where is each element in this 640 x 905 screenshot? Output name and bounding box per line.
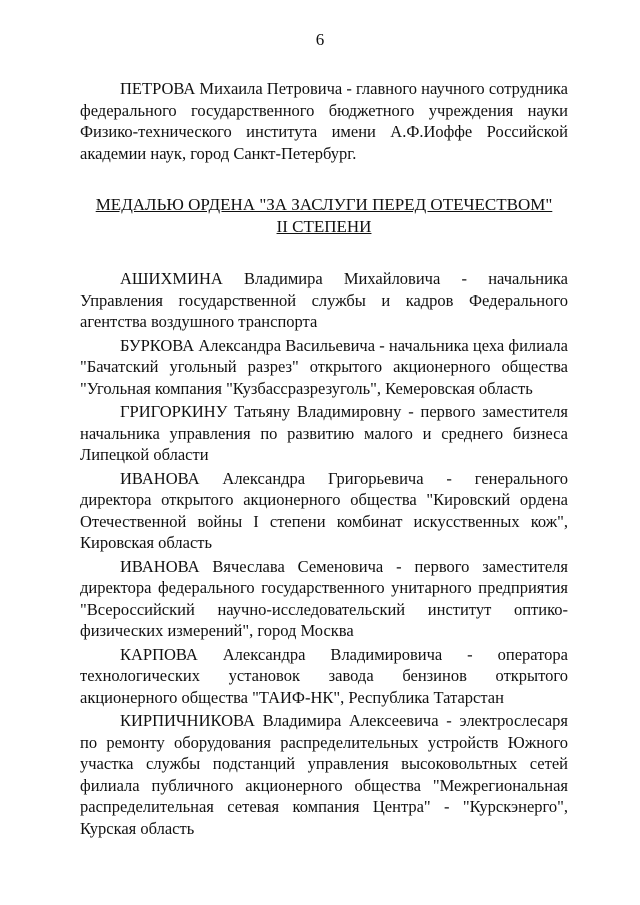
award-entry: КИРПИЧНИКОВА Владимира Алексеевича - электрослесаря по ремонту оборудования распределительных устройств Южного участка службы подстанций управления высоковольтных сетей филиала публичного акционерного общества "Межрегиональная распределительная сетевая компания Центра" - "Курскэнерго", Курская область xyxy=(80,711,568,838)
award-entry: ИВАНОВА Вячеслава Семеновича - первого заместителя директора федерального государственного унитарного предприятия "Всероссийский научно-исследовательский институт оптико-физических измерений", город Москва xyxy=(80,556,568,640)
section-heading-line-2: II СТЕПЕНИ xyxy=(276,217,372,236)
section-heading xyxy=(80,194,568,238)
award-entries-list xyxy=(80,268,568,839)
section-heading-line-1: МЕДАЛЬЮ ОРДЕНА "ЗА ЗАСЛУГИ ПЕРЕД ОТЕЧЕСТВОМ" xyxy=(95,195,553,214)
document-body xyxy=(80,78,568,841)
award-entry: АШИХМИНА Владимира Михайловича - начальника Управления государственной службы и кадров Федерального агентства воздушного транспорта xyxy=(80,269,568,331)
award-entry: ИВАНОВА Александра Григорьевича - генерального директора открытого акционерного общества "Кировский ордена Отечественной войны I степени комбинат искусственных кож", Кировская область xyxy=(80,468,568,552)
award-entry: ГРИГОРКИНУ Татьяну Владимировну - первого заместителя начальника управления по развитию малого и среднего бизнеса Липецкой области xyxy=(80,402,568,464)
award-entry: КАРПОВА Александра Владимировича - оператора технологических установок завода бензинов открытого акционерного общества "ТАИФ-НК", Республика Татарстан xyxy=(80,644,568,707)
page-number: 6 xyxy=(315,30,325,49)
intro-paragraph: ПЕТРОВА Михаила Петровича - главного научного сотрудника федерального государственного бюджетного учреждения науки Физико-технического института имени А.Ф.Иоффе Российской академии наук, город Санкт-Петербург. xyxy=(80,79,568,163)
award-entry: БУРКОВА Александра Васильевича - начальника цеха филиала "Бачатский угольный разрез" открытого акционерного общества "Угольная компания "Кузбассразрезуголь", Кемеровская область xyxy=(80,335,568,398)
